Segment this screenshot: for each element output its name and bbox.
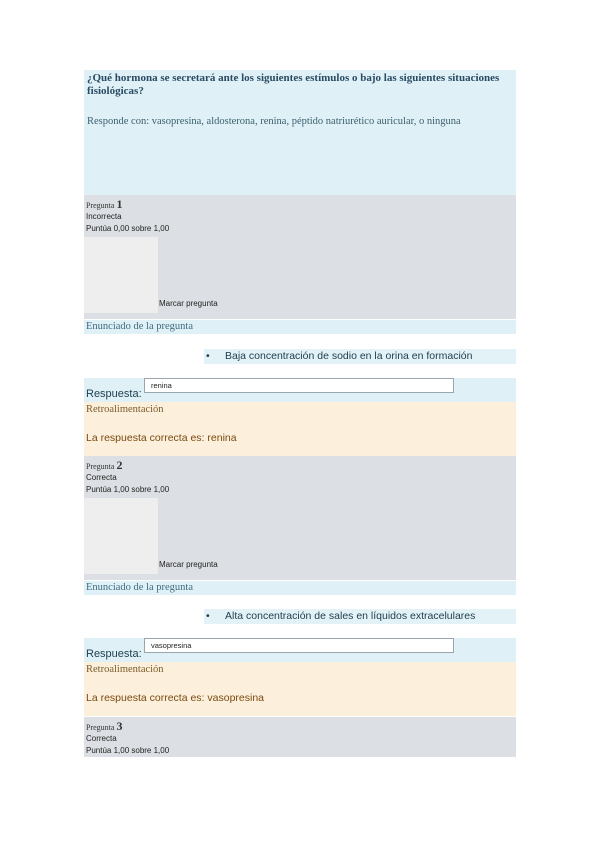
question-grade: Puntúa 0,00 sobre 1,00 [86,224,170,233]
question-stem [204,349,516,364]
answer-input[interactable]: vasopresina [144,638,454,653]
question-info-3 [84,717,516,757]
question-number: Pregunta 1 [86,197,123,211]
feedback-heading: Retroalimentación [86,664,164,675]
bullet-icon: • [206,350,210,362]
question-info-2 [84,456,516,580]
question-stem [204,609,516,624]
flag-question-link[interactable]: Marcar pregunta [159,299,218,308]
question-info-1 [84,195,516,319]
quiz-instructions: Responde con: vasopresina, aldosterona, renina, péptido natriurético auricular, o ninguna [87,116,461,127]
question-number: Pregunta 2 [86,458,123,472]
bullet-icon: • [206,610,210,622]
question-state: Correcta [86,473,117,482]
correct-answer-text: La respuesta correcta es: vasopresina [86,692,265,704]
flag-area [84,237,158,313]
stem-text: Alta concentración de sales en líquidos extracelulares [225,610,476,622]
feedback-panel [84,402,516,456]
flag-question-link[interactable]: Marcar pregunta [159,560,218,569]
flag-area [84,498,158,574]
answer-row [84,378,516,402]
question-grade: Puntúa 1,00 sobre 1,00 [86,485,170,494]
quiz-title: ¿Qué hormona se secretará ante los siguientes estímulos o bajo las siguientes situaciones fisiológicas? [87,72,500,97]
answer-label: Respuesta: [86,388,142,400]
answer-row [84,638,516,662]
statement-heading: Enunciado de la pregunta [84,320,516,334]
question-state: Correcta [86,734,117,743]
stem-text: Baja concentración de sodio en la orina en formación [225,350,473,362]
question-state: Incorrecta [86,212,122,221]
answer-input[interactable]: renina [144,378,454,393]
question-number: Pregunta 3 [86,719,123,733]
quiz-description [84,70,516,195]
answer-label: Respuesta: [86,648,142,660]
question-grade: Puntúa 1,00 sobre 1,00 [86,746,170,755]
feedback-panel [84,662,516,716]
feedback-heading: Retroalimentación [86,404,164,415]
correct-answer-text: La respuesta correcta es: renina [86,432,237,444]
statement-heading: Enunciado de la pregunta [84,581,516,595]
